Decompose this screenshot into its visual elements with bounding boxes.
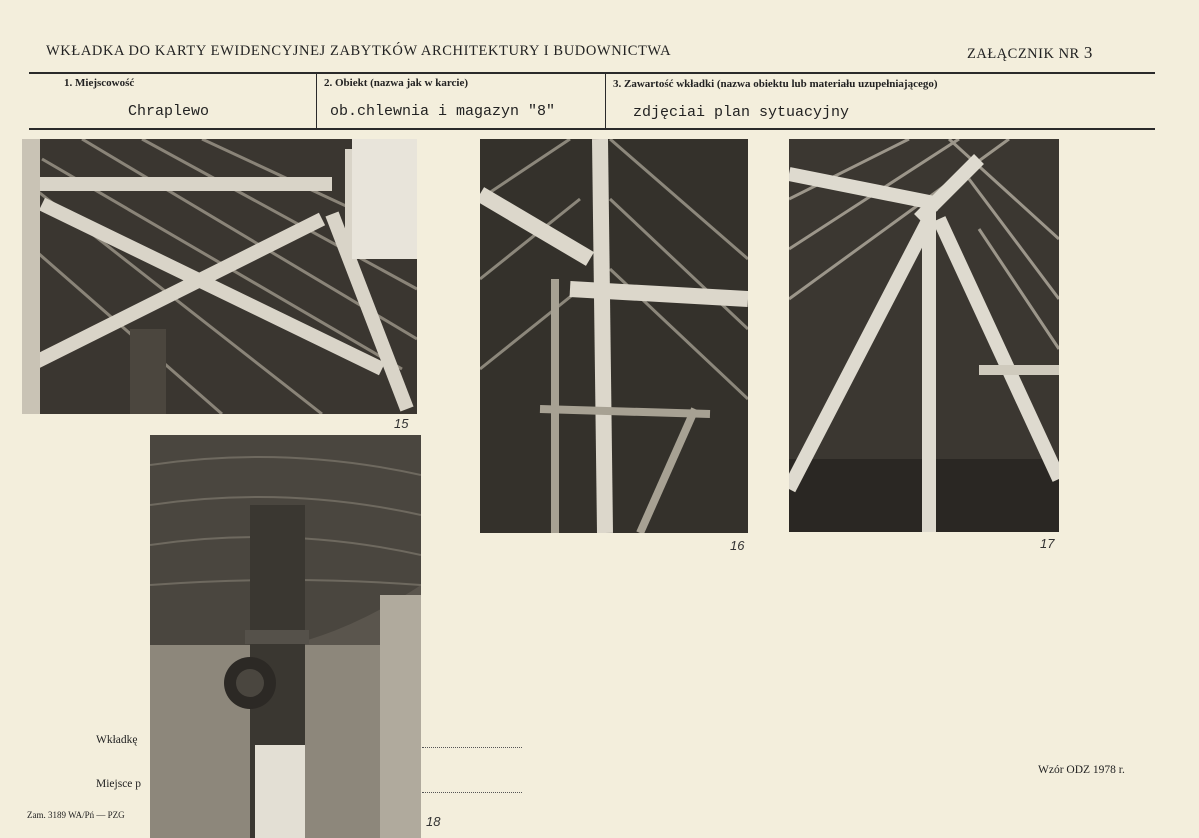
print-info: Zam. 3189 WA/Pń — PZG bbox=[27, 810, 125, 820]
header-top-rule bbox=[29, 72, 1155, 74]
footer-dotted-line-1 bbox=[422, 747, 522, 748]
photo-17-number: 17 bbox=[1040, 536, 1055, 551]
contents-label: 3. Zawartość wkładki (nazwa obiektu lub materiału uzupełniającego) bbox=[613, 78, 938, 90]
annex-label bbox=[967, 43, 1093, 63]
document-title: WKŁADKA DO KARTY EWIDENCYJNEJ ZABYTKÓW ARCHITEKTURY I BUDOWNICTWA bbox=[46, 43, 672, 59]
footer-line-2: Miejsce p bbox=[96, 778, 142, 790]
photo-15-number: 15 bbox=[394, 416, 409, 431]
locality-value: Chraplewo bbox=[128, 103, 210, 120]
form-model: Wzór ODZ 1978 r. bbox=[1038, 764, 1125, 776]
field-divider-2 bbox=[605, 74, 606, 128]
field-divider-1 bbox=[316, 74, 317, 128]
header-bottom-rule bbox=[29, 128, 1155, 130]
object-label: 2. Obiekt (nazwa jak w karcie) bbox=[324, 77, 469, 89]
contents-value: zdjęciai plan sytuacyjny bbox=[633, 104, 850, 121]
photo-18-number: 18 bbox=[426, 814, 441, 829]
photo-17-attic-interior bbox=[789, 139, 1059, 532]
annex-prefix: ZAŁĄCZNIK NR bbox=[967, 46, 1080, 62]
photo-15-roof-trusses bbox=[22, 139, 417, 414]
footer-line-1: Wkładkę bbox=[96, 734, 138, 746]
annex-number: 3 bbox=[1083, 43, 1093, 62]
photo-18-vault-pipe bbox=[150, 435, 421, 838]
photo-16-truss-post bbox=[480, 139, 748, 533]
photo-16-number: 16 bbox=[730, 538, 745, 553]
object-value: ob.chlewnia i magazyn "8" bbox=[330, 103, 556, 120]
locality-label: 1. Miejscowość bbox=[64, 77, 135, 89]
footer-dotted-line-2 bbox=[422, 792, 522, 793]
